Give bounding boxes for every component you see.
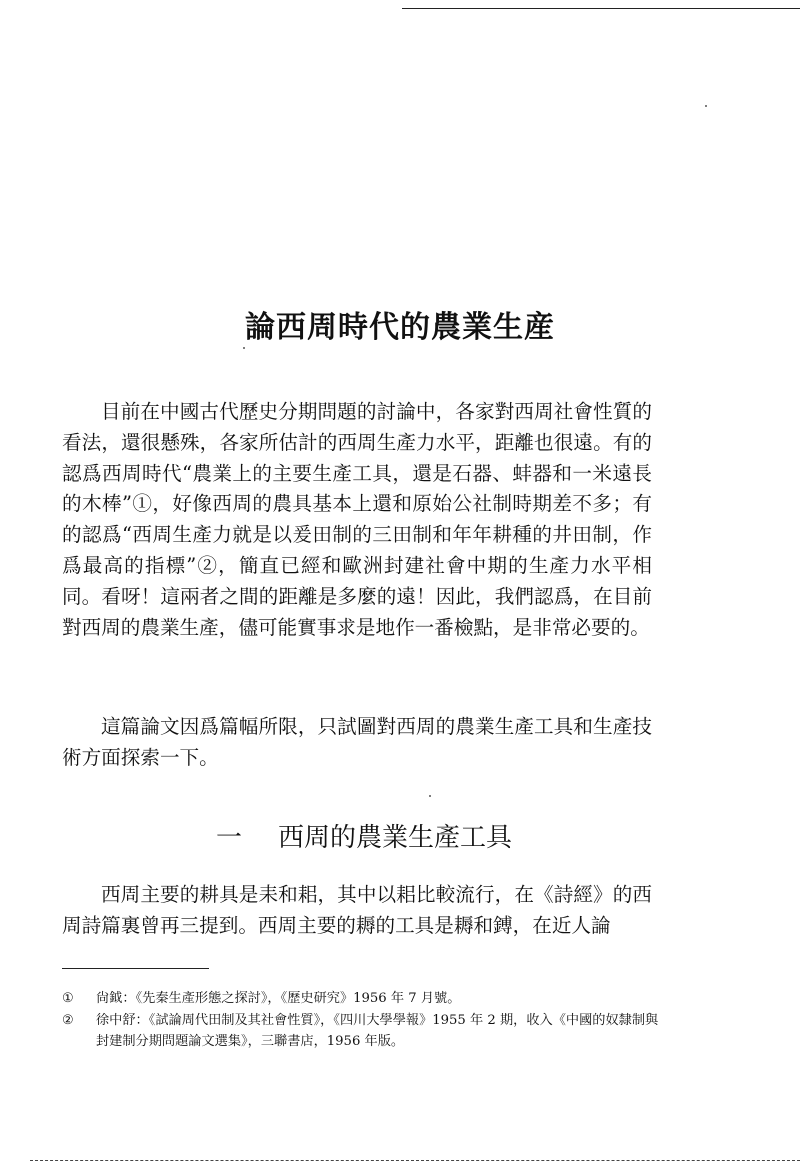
top-edge-rule <box>402 8 800 9</box>
body-paragraph: 西周主要的耕具是耒和耜，其中以耜比較流行，在《詩經》的西周詩篇裏曾再三提到。西周主要的耨的工具是耨和鎛，在近人論 <box>62 883 652 937</box>
footnote-text: 徐中舒：《試論周代田制及其社會性質》，《四川大學學報》1955 年 2 期，收入《中國的奴隸制與封建制分期問題論文選集》，三聯書店，1956 年版。 <box>96 1012 659 1049</box>
scan-speck <box>705 105 707 107</box>
section-title: 西周的農業生產工具 <box>278 823 513 853</box>
section-number: 一 <box>216 823 243 853</box>
footnote-separator <box>62 968 209 969</box>
footnote <box>62 1010 662 1053</box>
scan-speck <box>243 347 245 349</box>
page-title: 論西周時代的農業生産 <box>245 310 555 345</box>
footnote-marker: ② <box>62 1012 74 1028</box>
section-heading <box>216 817 512 854</box>
footnote-list <box>62 988 662 1053</box>
footnote-text: 尙鉞：《先秦生產形態之探討》，《歷史研究》1956 年 7 月號。 <box>96 991 461 1006</box>
bottom-edge-rule <box>30 1160 800 1161</box>
body-paragraph: 目前在中國古代歷史分期問題的討論中，各家對西周社會性質的看法，還很懸殊，各家所估計的西周生產力水平，距離也很遠。有的認爲西周時代“農業上的主要生產工具，還是石器、蚌器和一米遠長的木棒”①，好像西周的農具基本上還和原始公社制時期差不多；有的認爲“西周生產力就是以爰田制的三田制和年年耕種的井田制，作爲最高的指標”②，簡直已經和歐洲封建社會中期的生產力水平相同。看呀！這兩者之間的距離是多麼的遠！因此，我們認爲，在目前對西周的農業生產，儘可能實事求是地作一番檢點，是非常必要的。 <box>62 400 652 639</box>
body-paragraph: 這篇論文因爲篇幅所限，只試圖對西周的農業生產工具和生產技術方面探索一下。 <box>62 715 652 769</box>
footnote-marker: ① <box>62 991 74 1006</box>
scan-speck <box>429 795 431 797</box>
footnote <box>62 988 662 1010</box>
